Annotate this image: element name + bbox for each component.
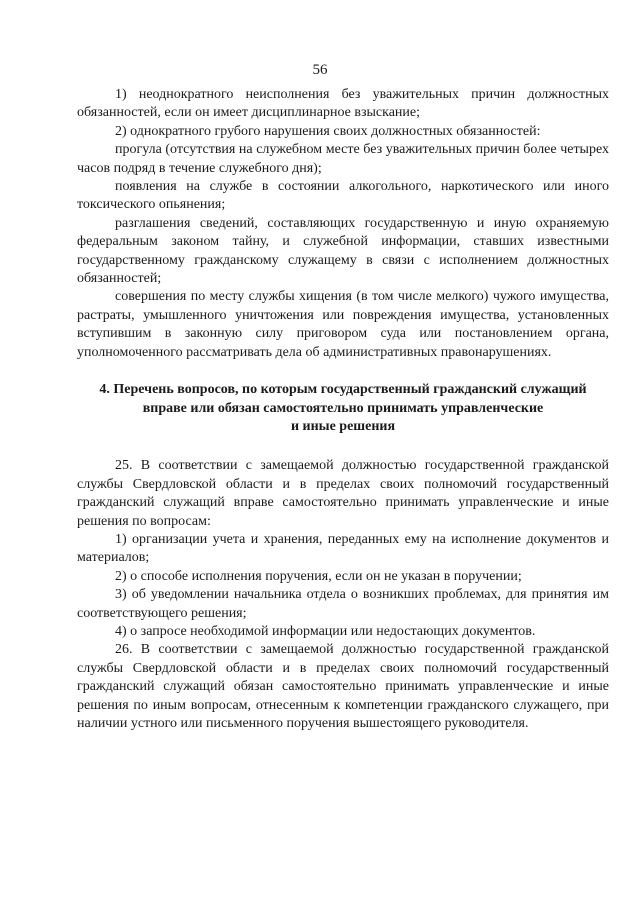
paragraph: прогула (отсутствия на служебном месте без уважительных причин более четырех часов подряд в течение служебного дня);	[77, 142, 609, 176]
section-heading-line: вправе или обязан самостоятельно принимать управленческие	[142, 400, 544, 416]
paragraph: совершения по месту службы хищения (в том числе мелкого) чужого имущества, растраты, умышленного уничтожения или повреждения имущества, установленных вступившим в законную силу приговором суда или постановлением органа, уполномоченного рассматривать дела об административных правонарушениях.	[77, 289, 609, 360]
section-heading	[77, 381, 609, 436]
paragraph: 1) организации учета и хранения, переданных ему на исполнение документов и материалов;	[77, 531, 609, 566]
section-heading-line: 4. Перечень вопросов, по которым государственный гражданский служащий	[99, 382, 587, 398]
paragraph: 25. В соответствии с замещаемой должностью государственной гражданской службы Свердловской области и в пределах своих полномочий государственный гражданский служащий вправе самостоятельно принимать управленческие и иные решения по вопросам:	[77, 458, 609, 529]
document-body	[77, 86, 609, 733]
paragraph: 4) о запросе необходимой информации или недостающих документов.	[115, 623, 536, 639]
paragraph: 26. В соответствии с замещаемой должностью государственной гражданской службы Свердловской области и в пределах своих полномочий государственный гражданский служащий обязан самостоятельно принимать управленческие и иные решения по иным вопросам, отнесенным к компетенции гражданского служащего, при наличии устного или письменного поручения вышестоящего руководителя.	[77, 642, 609, 731]
paragraph: появления на службе в состоянии алкогольного, наркотического или иного токсического опьянения;	[77, 179, 609, 213]
paragraph: 2) однократного грубого нарушения своих должностных обязанностей:	[115, 123, 541, 139]
paragraph: 2) о способе исполнения поручения, если он не указан в поручении;	[115, 568, 522, 584]
page-number: 56	[312, 62, 328, 78]
paragraph: 1) неоднократного неисполнения без уважительных причин должностных обязанностей, если он имеет дисциплинарное взыскание;	[77, 87, 609, 121]
dismissal-grounds-list	[77, 86, 609, 362]
paragraph: разглашения сведений, составляющих государственную и иную охраняемую федеральным законом тайну, и служебной информации, ставших известными государственному гражданскому служащему в связи с исполнением должностных обязанностей;	[77, 215, 609, 287]
section-heading-line: и иные решения	[290, 418, 396, 434]
paragraph: 3) об уведомлении начальника отдела о возникших проблемах, для принятия им соответствующего решения;	[77, 587, 609, 621]
decision-questions-list	[77, 457, 609, 733]
